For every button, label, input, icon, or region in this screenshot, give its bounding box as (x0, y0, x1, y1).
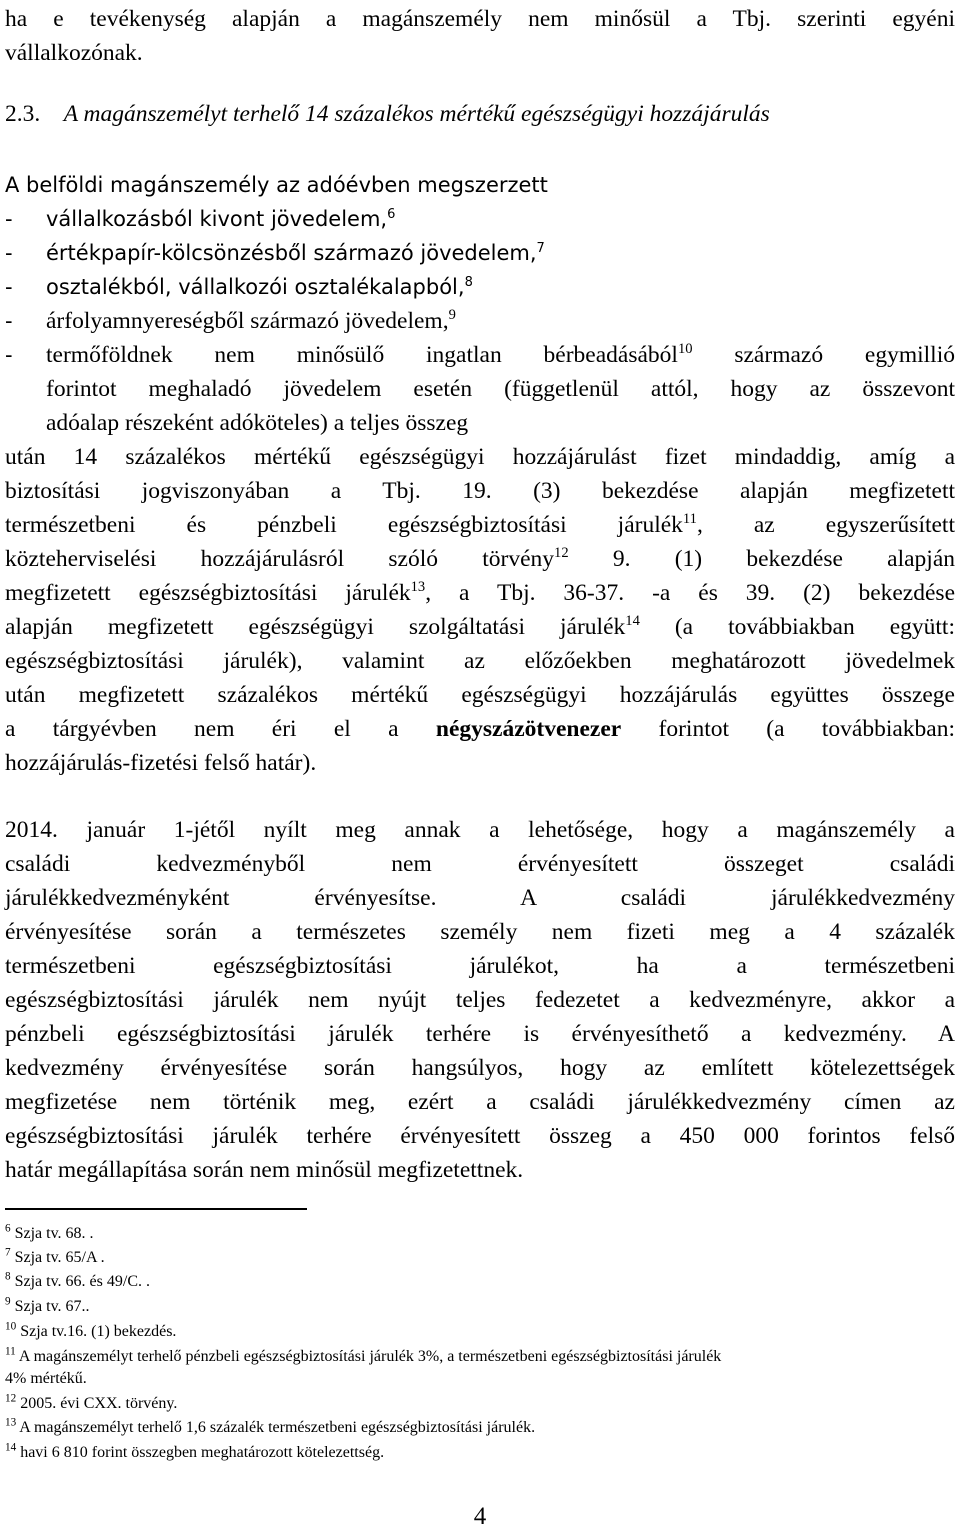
bullet-item-1: vállalkozásból kivont jövedelem,$^6$ (46, 207, 396, 231)
footnote-ref[interactable]: 7 (536, 241, 545, 256)
footnote-ref[interactable]: 13 (410, 579, 426, 596)
para2-line-9: megfizetése nem történik meg, ezért a családi járulékkedvezmény címen az (5, 1089, 955, 1115)
bullet-dash: - (5, 207, 13, 231)
footnote-ref[interactable]: 11 (682, 511, 697, 528)
para2-line-4: érvényesítése során a természetes személy nem fizeti meg a 4 százalék (5, 919, 955, 945)
para1-line-4: közteherviselési hozzájárulásról szóló törvény$^{12}$ 9. (1) bekezdése alapján (5, 545, 955, 572)
footnote-11: $^{11}$ A magánszemélyt terhelő pénzbeli egészségbiztosítási járulék 3%, a természetbeni egészségbiztosítási járulék (5, 1345, 722, 1365)
footnote-ref[interactable]: 10 (677, 341, 693, 358)
footnote-ref[interactable]: 14 (625, 613, 640, 630)
para1-line-8: után megfizetett százalékos mértékű egészségügyi hozzájárulás együttes összege (5, 682, 955, 708)
bullet-item-3: osztalékból, vállalkozói osztalékalapból,$^8$ (46, 275, 473, 299)
bullet-item-2: értékpapír-kölcsönzésből származó jövedelem,$^7$ (46, 241, 545, 265)
para1-line-2: biztosítási jogviszonyában a Tbj. 19. (3) bekezdése alapján megfizetett (5, 478, 955, 504)
footnote-separator (5, 1208, 307, 1210)
footnote-11-line-2: 4% mértékű. (5, 1370, 87, 1387)
para1-line-1: után 14 százalékos mértékű egészségügyi hozzájárulást fizet mindaddig, amíg a (5, 444, 955, 470)
bullet-item-5-line-3: adóalap részeként adóköteles) a teljes összeg (46, 410, 469, 436)
bullet-dash: - (5, 241, 13, 265)
para1-line-7: egészségbiztosítási járulék), valamint az előzőekben meghatározott jövedelmek (5, 648, 955, 674)
para2-line-1: 2014. január 1-jétől nyílt meg annak a lehetősége, hogy a magánszemély a (5, 817, 955, 843)
footnote-6: $^6$ Szja tv. 68. . (5, 1222, 94, 1242)
footnote-ref[interactable]: 12 (554, 545, 569, 562)
footnote-ref[interactable]: 6 (387, 207, 396, 222)
para2-line-3: járulékkedvezményként érvényesítse. A családi járulékkedvezmény (5, 885, 955, 911)
footnote-8: $^8$ Szja tv. 66. és 49/C. . (5, 1270, 150, 1290)
para1-line-3: természetbeni és pénzbeli egészségbiztosítási járulék$^{11}$, az egyszerűsített (5, 511, 955, 538)
bullet-dash: - (5, 275, 13, 299)
bullet-item-5-line-2: forintot meghaladó jövedelem esetén (függetlenül attól, hogy az összevont (46, 376, 955, 402)
footnote-14: $^{14}$ havi 6 810 forint összegben meghatározott kötelezettség. (5, 1441, 385, 1461)
section-number: 2.3. (5, 101, 41, 127)
para2-line-6: egészségbiztosítási járulék nem nyújt teljes fedezetet a kedvezményre, akkor a (5, 987, 955, 1013)
footnote-13: $^{13}$ A magánszemélyt terhelő 1,6 százalék természetbeni egészségbiztosítási járulék. (5, 1416, 536, 1436)
bullet-dash: - (5, 343, 13, 367)
para1-line-10: hozzájárulás-fizetési felső határ). (5, 750, 317, 776)
intro-line-2: vállalkozónak. (5, 40, 143, 66)
page-number: 4 (473, 1503, 487, 1530)
intro-line-1: ha e tevékenység alapján a magánszemély nem minősül a Tbj. szerinti egyéni (5, 6, 955, 32)
para2-line-5: természetbeni egészségbiztosítási járulékot, ha a természetbeni (5, 953, 955, 979)
footnote-ref[interactable]: 8 (464, 275, 473, 290)
bullet-dash: - (5, 309, 13, 333)
para1-line-6: alapján megfizetett egészségügyi szolgáltatási járulék$^{14}$ (a továbbiakban együtt: (5, 613, 955, 640)
section-heading (5, 99, 955, 129)
para1-line-9: a tárgyévben nem éri el a négyszázötvenezer forintot (a továbbiakban: (5, 716, 955, 742)
para2-line-11: határ megállapítása során nem minősül megfizetettnek. (5, 1157, 524, 1183)
bullet-item-5: termőföldnek nem minősülő ingatlan bérbeadásából$^{10}$ származó egymillió (46, 341, 955, 368)
footnote-12: $^{12}$ 2005. évi CXX. törvény. (5, 1392, 178, 1412)
para2-line-2: családi kedvezményből nem érvényesített összeget családi (5, 851, 955, 877)
footnote-10: $^{10}$ Szja tv.16. (1) bekezdés. (5, 1320, 177, 1340)
footnote-ref[interactable]: 9 (448, 307, 456, 324)
amount-emphasis: négyszázötvenezer (435, 716, 622, 742)
section-title: A magánszemélyt terhelő 14 százalékos mértékű egészségügyi hozzájárulás (63, 101, 770, 127)
section-lead: A belföldi magánszemély az adóévben megszerzett (5, 173, 548, 197)
footnote-7: $^7$ Szja tv. 65/A . (5, 1246, 105, 1266)
para1-line-5: megfizetett egészségbiztosítási járulék$^{13}$, a Tbj. 36-37. -a és 39. (2) bekezdése (5, 579, 955, 606)
para2-line-7: pénzbeli egészségbiztosítási járulék terhére is érvényesíthető a kedvezmény. A (5, 1021, 955, 1047)
para2-line-10: egészségbiztosítási járulék terhére érvényesített összeg a 450 000 forintos felső (5, 1123, 955, 1149)
footnote-9: $^9$ Szja tv. 67.. (5, 1295, 90, 1315)
bullet-item-4: árfolyamnyereségből származó jövedelem,$^9$ (46, 307, 456, 334)
para2-line-8: kedvezmény érvényesítése során hangsúlyos, hogy az említett kötelezettségek (5, 1055, 955, 1081)
